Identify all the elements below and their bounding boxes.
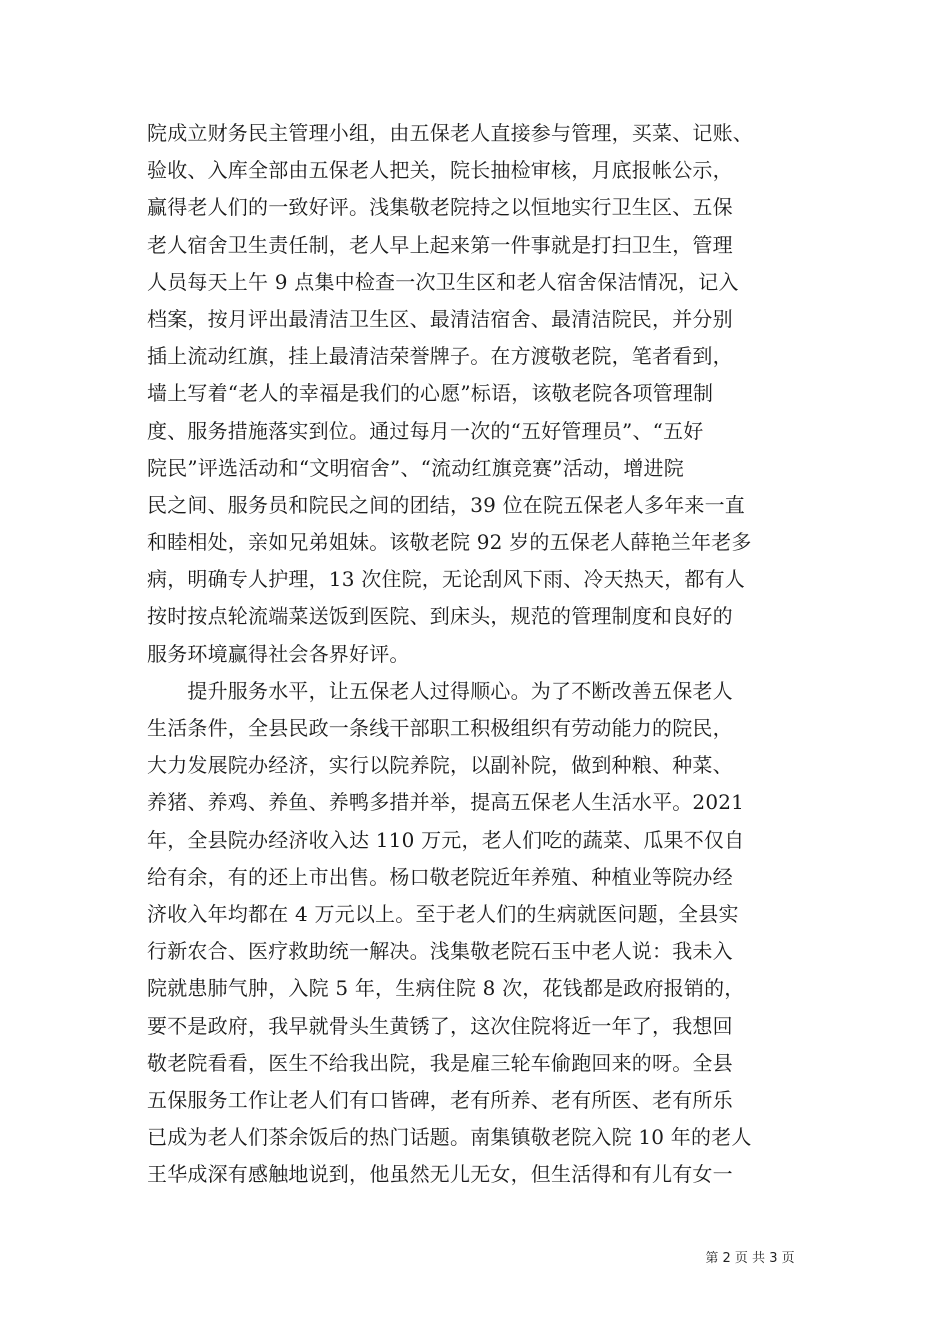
text-line: 给有余，有的还上市出售。杨口敬老院近年养殖、种植业等院办经	[147, 864, 733, 889]
text-line: 五保服务工作让老人们有口皆碑，老有所养、老有所医、老有所乐	[147, 1087, 733, 1112]
text-line: 大力发展院办经济，实行以院养院，以副补院，做到种粮、种菜、	[147, 753, 733, 778]
text-line: 年，全县院办经济收入达 110 万元，老人们吃的蔬菜、瓜果不仅自	[147, 827, 745, 852]
text-line: 人员每天上午 9 点集中检查一次卫生区和老人宿舍保洁情况，记入	[147, 269, 739, 294]
paragraph-start-line: 提升服务水平，让五保老人过得顺心。为了不断改善五保老人	[147, 678, 733, 703]
text-line: 民之间、服务员和院民之间的团结，39 位在院五保老人多年来一直	[147, 492, 746, 517]
text-line: 赢得老人们的一致好评。浅集敬老院持之以恒地实行卫生区、五保	[147, 195, 733, 220]
body-text	[147, 115, 803, 1193]
text-line: 王华成深有感触地说到，他虽然无儿无女，但生活得和有儿有女一	[147, 1162, 733, 1187]
text-line: 病，明确专人护理，13 次住院，无论刮风下雨、冷天热天，都有人	[147, 567, 746, 592]
text-line: 老人宿舍卫生责任制，老人早上起来第一件事就是打扫卫生，管理	[147, 232, 733, 257]
text-line: 生活条件，全县民政一条线干部职工积极组织有劳动能力的院民，	[147, 716, 733, 740]
text-line: 验收、入库全部由五保老人把关，院长抽检审核，月底报帐公示，	[147, 158, 733, 183]
text-line: 墙上写着“老人的幸福是我们的心愿”标语，该敬老院各项管理制	[147, 381, 714, 406]
text-line: 按时按点轮流端菜送饭到医院、到床头，规范的管理制度和良好的	[147, 604, 733, 629]
text-line: 行新农合、医疗救助统一解决。浅集敬老院石玉中老人说：我未入	[147, 939, 733, 964]
text-line: 和睦相处，亲如兄弟姐妹。该敬老院 92 岁的五保老人薛艳兰年老多	[147, 530, 752, 555]
text-line: 院成立财务民主管理小组，由五保老人直接参与管理，买菜、记账、	[147, 121, 753, 145]
text-line: 度、服务措施落实到位。通过每月一次的“五好管理员”、“五好	[147, 418, 704, 443]
text-line: 院民”评选活动和“文明宿舍”、“流动红旗竞赛”活动，增进院	[147, 455, 684, 480]
text-line: 敬老院看看，医生不给我出院，我是雇三轮车偷跑回来的呀。全县	[147, 1050, 733, 1075]
text-line: 插上流动红旗，挂上最清洁荣誉牌子。在方渡敬老院，笔者看到，	[147, 344, 733, 369]
text-line: 档案，按月评出最清洁卫生区、最清洁宿舍、最清洁院民，并分别	[147, 306, 733, 331]
page-number: 第 2 页 共 3 页	[705, 1251, 795, 1266]
text-line: 已成为老人们茶余饭后的热门话题。南集镇敬老院入院 10 年的老人	[147, 1125, 752, 1150]
text-line: 服务环境赢得社会各界好评。	[147, 641, 410, 666]
text-line: 养猪、养鸡、养鱼、养鸭多措并举，提高五保老人生活水平。2021	[147, 790, 745, 815]
text-line: 院就患肺气肿，入院 5 年，生病住院 8 次，花钱都是政府报销的，	[147, 976, 745, 1001]
text-line: 济收入年均都在 4 万元以上。至于老人们的生病就医问题，全县实	[147, 901, 739, 926]
text-line: 要不是政府，我早就骨头生黄锈了，这次住院将近一年了，我想回	[147, 1013, 733, 1038]
